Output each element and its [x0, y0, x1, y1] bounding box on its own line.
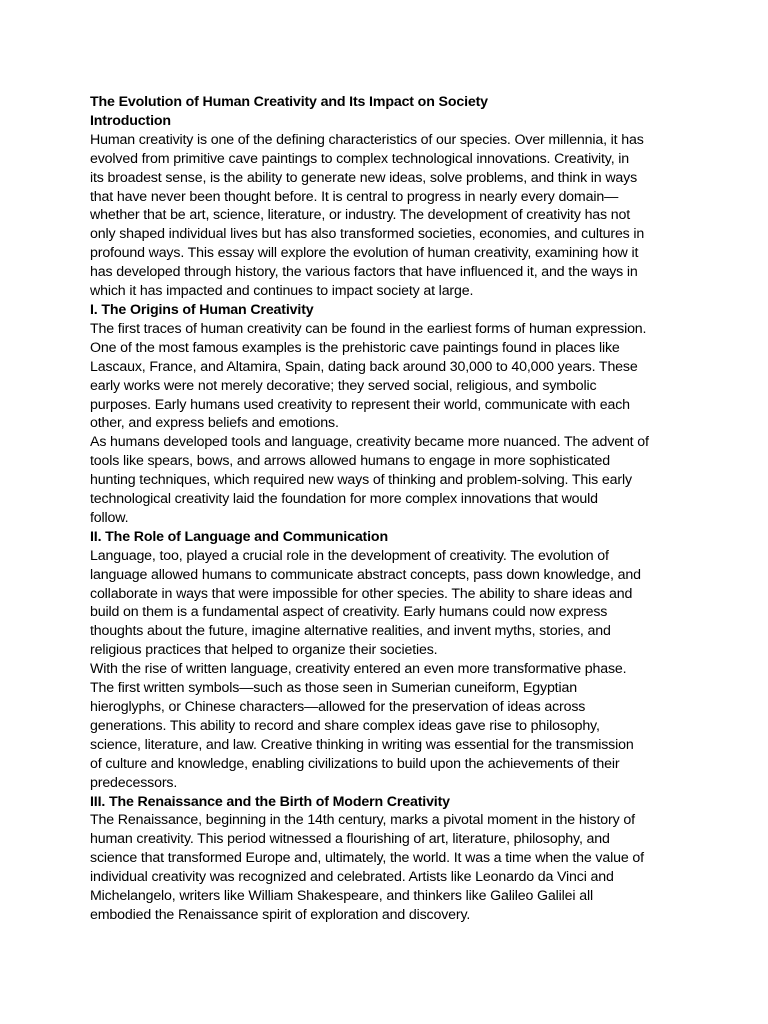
- section-heading-renaissance: III. The Renaissance and the Birth of Modern Creativity: [90, 793, 450, 810]
- text-line: Michelangelo, writers like William Shakespeare, and thinkers like Galileo Galilei all: [90, 888, 593, 905]
- text-line: The first written symbols—such as those seen in Sumerian cuneiform, Egyptian: [90, 680, 577, 697]
- text-line: individual creativity was recognized and celebrated. Artists like Leonardo da Vinci and: [90, 869, 614, 886]
- text-line: of culture and knowledge, enabling civilizations to build upon the achievements of their: [90, 755, 620, 772]
- text-line: The Renaissance, beginning in the 14th century, marks a pivotal moment in the history of: [90, 812, 635, 829]
- text-line: With the rise of written language, creativity entered an even more transformative phase.: [90, 661, 627, 678]
- text-line: hunting techniques, which required new ways of thinking and problem-solving. This early: [90, 472, 632, 489]
- text-line: tools like spears, bows, and arrows allowed humans to engage in more sophisticated: [90, 453, 611, 470]
- text-line: generations. This ability to record and share complex ideas gave rise to philosophy,: [90, 717, 600, 734]
- text-line: whether that be art, science, literature, or industry. The development of creativity has not: [90, 207, 631, 224]
- text-line: religious practices that helped to organize their societies.: [90, 642, 438, 659]
- paragraph: [90, 547, 690, 660]
- text-line: profound ways. This essay will explore the evolution of human creativity, examining how it: [90, 245, 639, 262]
- text-line: its broadest sense, is the ability to generate new ideas, solve problems, and think in ways: [90, 169, 638, 186]
- text-line: Lascaux, France, and Altamira, Spain, dating back around 30,000 to 40,000 years. These: [90, 358, 638, 375]
- text-line: Language, too, played a crucial role in the development of creativity. The evolution of: [90, 547, 609, 564]
- paragraph: [90, 811, 690, 924]
- text-line: science that transformed Europe and, ultimately, the world. It was a time when the value of: [90, 850, 644, 867]
- text-line: evolved from primitive cave paintings to complex technological innovations. Creativity, in: [90, 150, 630, 167]
- text-line: human creativity. This period witnessed a flourishing of art, literature, philosophy, and: [90, 831, 610, 848]
- paragraph: [90, 320, 690, 433]
- section-heading-origins: I. The Origins of Human Creativity: [90, 301, 314, 318]
- text-line: science, literature, and law. Creative thinking in writing was essential for the transmission: [90, 736, 634, 753]
- text-line: has developed through history, the various factors that have influenced it, and the ways in: [90, 264, 638, 281]
- text-line: follow.: [90, 509, 129, 526]
- text-line: only shaped individual lives but has also transformed societies, economies, and cultures in: [90, 226, 645, 243]
- text-line: The first traces of human creativity can be found in the earliest forms of human expression.: [90, 320, 647, 337]
- text-line: early works were not merely decorative; they served social, religious, and symbolic: [90, 377, 597, 394]
- document-title: The Evolution of Human Creativity and Its Impact on Society: [90, 94, 488, 110]
- text-line: Human creativity is one of the defining characteristics of our species. Over millennia, it has: [90, 131, 644, 148]
- text-line: technological creativity laid the foundation for more complex innovations that would: [90, 491, 598, 508]
- text-line: embodied the Renaissance spirit of exploration and discovery.: [90, 906, 471, 923]
- paragraph: [90, 660, 690, 792]
- text-line: One of the most famous examples is the prehistoric cave paintings found in places like: [90, 339, 620, 356]
- text-line: language allowed humans to communicate abstract concepts, pass down knowledge, and: [90, 566, 641, 583]
- text-line: collaborate in ways that were impossible for other species. The ability to share ideas and: [90, 585, 633, 602]
- text-line: which it has impacted and continues to impact society at large.: [90, 283, 474, 300]
- section-heading-language: II. The Role of Language and Communication: [90, 528, 388, 545]
- text-line: purposes. Early humans used creativity to represent their world, communicate with each: [90, 396, 630, 413]
- text-line: other, and express beliefs and emotions.: [90, 415, 339, 432]
- text-line: thoughts about the future, imagine alternative realities, and invent myths, stories, and: [90, 623, 611, 640]
- section-heading-introduction: Introduction: [90, 112, 171, 129]
- text-line: predecessors.: [90, 774, 178, 791]
- paragraph: [90, 433, 690, 528]
- text-line: that have never been thought before. It is central to progress in nearly every domain—: [90, 188, 619, 205]
- text-line: build on them is a fundamental aspect of creativity. Early humans could now express: [90, 604, 608, 621]
- paragraph: [90, 131, 690, 301]
- text-line: hieroglyphs, or Chinese characters—allowed for the preservation of ideas across: [90, 699, 586, 715]
- document-page: [90, 93, 690, 925]
- text-line: As humans developed tools and language, creativity became more nuanced. The advent of: [90, 434, 649, 451]
